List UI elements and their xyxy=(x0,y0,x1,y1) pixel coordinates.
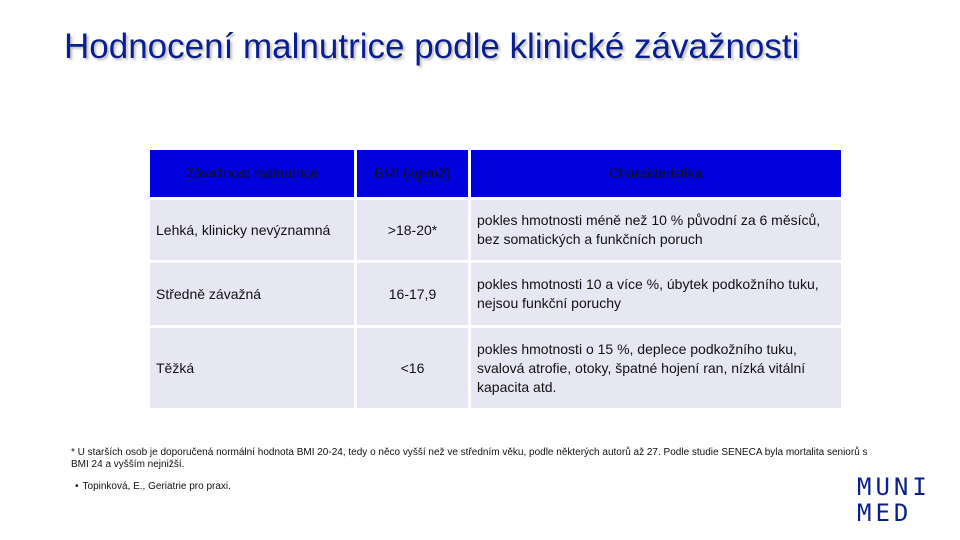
cell-severity: Středně závažná xyxy=(150,263,354,325)
cell-bmi: 16-17,9 xyxy=(357,263,468,325)
header-characteristics: Charakteristika xyxy=(471,150,841,197)
header-bmi: BMI (kg/m2) xyxy=(357,150,468,197)
footnote: * U starších osob je doporučená normální hodnota BMI 20-24, tedy o něco vyšší než ve středním věku, podle některých autorů až 27. Podle studie SENECA byla mortalita seniorů s BMI 24 a vyšším nejnižší. xyxy=(71,447,868,470)
table-header-row xyxy=(150,150,841,197)
characteristic-line: nejsou funkční poruchy xyxy=(477,295,621,311)
cell-characteristics xyxy=(471,263,841,325)
page-title: Hodnocení malnutrice podle klinické závažnosti xyxy=(64,27,800,66)
logo-line-2: MED xyxy=(857,499,913,527)
cell-bmi: >18-20* xyxy=(357,200,468,260)
characteristic-line: pokles hmotnosti o 15 %, deplece podkožního tuku, xyxy=(477,340,797,357)
cell-bmi: <16 xyxy=(357,328,468,408)
characteristic-line: bez somatických a funkčních poruch xyxy=(477,231,703,247)
table-row xyxy=(150,328,841,408)
malnutrition-table xyxy=(147,147,844,411)
characteristic-line: svalová atrofie, otoky, špatné hojení ran, nízká vitální kapacita atd. xyxy=(477,359,806,395)
characteristic-line: pokles hmotnosti méně než 10 % původní za 6 měsíců, xyxy=(477,212,821,228)
reference xyxy=(75,481,231,492)
reference-text: Topinková, E., Geriatrie pro praxi. xyxy=(82,481,231,492)
bullet-icon: • xyxy=(75,481,79,492)
logo-line-1: MUNI xyxy=(857,473,931,501)
cell-characteristics xyxy=(471,328,841,408)
cell-severity: Lehká, klinicky nevýznamná xyxy=(150,200,354,260)
table-row xyxy=(150,200,841,260)
cell-severity: Těžká xyxy=(150,328,354,408)
header-severity: Závažnost malnutrice xyxy=(150,150,354,197)
characteristic-line: pokles hmotnosti 10 a více %, úbytek podkožního tuku, xyxy=(477,276,819,292)
cell-characteristics xyxy=(471,200,841,260)
muni-med-logo xyxy=(857,474,931,526)
table-row xyxy=(150,263,841,325)
